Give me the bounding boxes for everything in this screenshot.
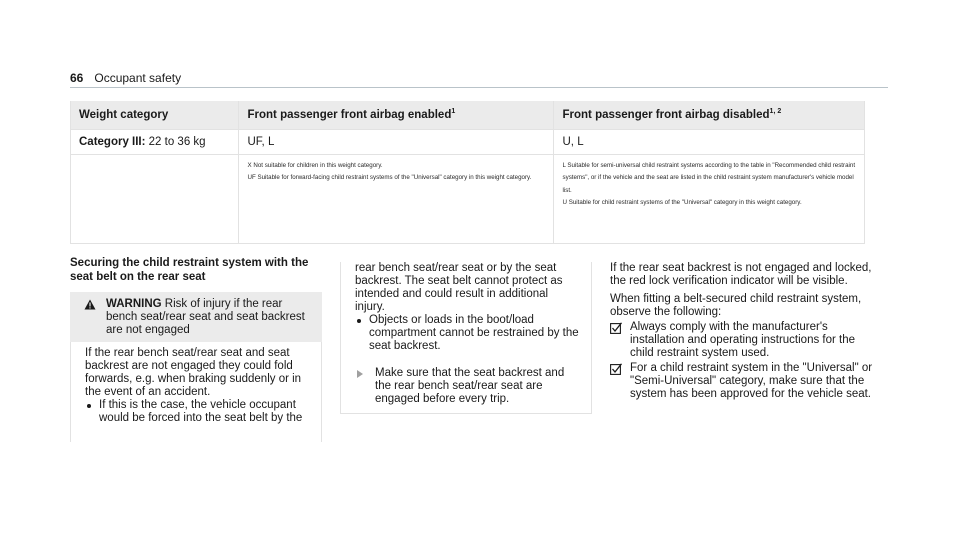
table-cell-disabled: U, L	[553, 129, 865, 154]
list-item: For a child restraint system in the "Universal" or "Semi-Universal" category, make sure that the system has been approved for the vehicle seat.	[610, 362, 880, 401]
warning-paragraph: If the rear bench seat/rear seat and seat backrest are not engaged they could fold forwards, e.g. when braking suddenly or in the event of an accident.	[85, 347, 302, 398]
play-arrow-icon	[357, 370, 363, 378]
table-cell-disabled-notes	[553, 154, 865, 244]
header-rule	[70, 87, 888, 88]
warning-continuation	[340, 262, 592, 414]
table-row	[70, 129, 865, 154]
warning-box	[70, 292, 322, 342]
table-row	[70, 154, 865, 244]
note-u: U Suitable for child restraint systems of the "Universal" category in this weight category.	[562, 199, 802, 206]
page-header	[70, 71, 181, 85]
section-heading: Securing the child restraint system with the seat belt on the rear seat	[70, 257, 309, 283]
paragraph-fitting: When fitting a belt-secured child restraint system, observe the following:	[610, 293, 862, 318]
warning-triangle-icon	[84, 299, 96, 310]
table-header-weight: Weight category	[70, 101, 238, 129]
list-item: If this is the case, the vehicle occupant would be forced into the seat belt by the	[85, 399, 313, 425]
checkbox-icon	[610, 363, 622, 375]
list-item: Objects or loads in the boot/load compartment cannot be restrained by the seat backrest.	[355, 314, 581, 353]
table-cell-empty	[70, 154, 238, 244]
note-uf: UF Suitable for forward-facing child restraint systems of the "Universal" category in this weight category.	[247, 174, 532, 181]
weight-category-table	[70, 101, 865, 244]
note-l: L Suitable for semi-universal child restraint systems according to the table in "Recommended child restraint systems", or if the vehicle and the seat are listed in the child restraint system manufacturer's vehicle model list.	[562, 161, 856, 194]
instruction-note: Make sure that the seat backrest and the rear bench seat/rear seat are engaged before every trip.	[355, 367, 581, 406]
continued-paragraph: rear bench seat/rear seat or by the seat backrest. The seat belt cannot protect as intended and could result in additional injury.	[355, 262, 563, 313]
info-column	[610, 262, 880, 401]
checkbox-icon	[610, 322, 622, 334]
table-cell-enabled: UF, L	[238, 129, 553, 154]
list-item: Always comply with the manufacturer's installation and operating instructions for the child restraint system used.	[610, 321, 880, 360]
section-title: Occupant safety	[94, 71, 182, 85]
table-header-enabled: Front passenger front airbag enabled$^1$	[238, 101, 553, 129]
warning-body	[70, 342, 322, 442]
table-header-disabled: Front passenger front airbag disabled$^{1, 2}$	[553, 101, 865, 129]
bullet-icon	[357, 319, 361, 323]
note-x: X Not suitable for children in this weight category.	[247, 161, 383, 169]
bullet-icon	[87, 404, 91, 408]
warning-text: WARNING Risk of injury if the rear bench seat/rear seat and seat backrest are not engaged	[106, 298, 305, 336]
table-cell-enabled-notes	[238, 154, 553, 244]
page-number: 66	[70, 71, 84, 85]
paragraph-lock-indicator: If the rear seat backrest is not engaged and locked, the red lock verification indicator will be visible.	[610, 262, 872, 287]
table-cell-category: Category III: 22 to 36 kg	[70, 129, 238, 154]
